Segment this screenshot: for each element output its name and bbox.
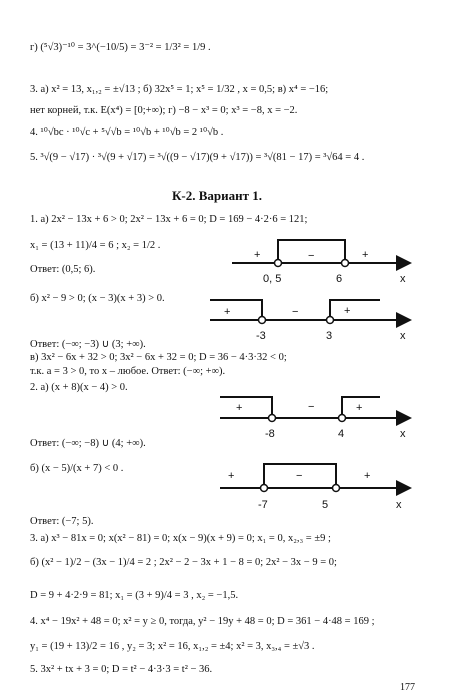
open-point	[259, 317, 266, 324]
text-line: 5. 3x² + tx + 3 = 0; D = t² − 4·3·3 = t² − 36.	[30, 664, 213, 675]
interval-sign: +	[228, 470, 235, 482]
page-number: 177	[400, 682, 415, 693]
interval-sign: +	[224, 306, 231, 318]
text-line: т.к. a = 3 > 0, то x – любое. Ответ: (−∞; +∞).	[30, 366, 226, 377]
interval-sign: −	[292, 306, 299, 318]
text-line: б) x² − 9 > 0; (x − 3)(x + 3) > 0.	[30, 293, 165, 304]
answer-line: Ответ: (−∞; −8) ∪ (4; +∞).	[30, 438, 146, 449]
interval-sign: +	[344, 305, 351, 317]
text-line: 5. ³√(9 − √17) · ³√(9 + √17) = ³√((9 − √17)(9 + √17)) = ³√(81 − 17) = ³√64 = 4 .	[30, 152, 365, 163]
axis-label: 0, 5	[263, 273, 282, 285]
text-line: нет корней, т.к. E(x⁴) = [0;+∞); г) −8 − x³ = 0; x³ = −8, x = −2.	[30, 105, 298, 116]
open-point	[275, 260, 282, 267]
text-line: 1. а) 2x² − 13x + 6 > 0; 2x² − 13x + 6 = 0; D = 169 − 4·2·6 = 121;	[30, 214, 308, 225]
interval-sign: +	[364, 470, 371, 482]
text-line: D = 9 + 4·2·9 = 81; x₁ = (3 + 9)/4 = 3 , x₂ = −1,5.	[30, 590, 239, 601]
open-point	[269, 415, 276, 422]
axis-label: x	[400, 428, 406, 440]
interval-sign: +	[362, 249, 369, 261]
number-line-4	[220, 464, 410, 492]
text-line: г) (⁵√3)⁻¹⁰ = 3^(−10/5) = 3⁻² = 1/3² = 1/9 .	[30, 42, 211, 53]
answer-line: Ответ: (−∞; −3) ∪ (3; +∞).	[30, 339, 146, 350]
text-line: в) 3x² − 6x + 32 > 0; 3x² − 6x + 32 = 0; D = 36 − 4·3·32 < 0;	[30, 352, 287, 363]
open-point	[327, 317, 334, 324]
interval-sign: +	[236, 402, 243, 414]
axis-label: -7	[258, 499, 268, 511]
number-line-3	[220, 397, 410, 422]
text-line: 4. x⁴ − 19x² + 48 = 0; x² = y ≥ 0, тогда, y² − 19y + 48 = 0; D = 361 − 4·48 = 169 ;	[30, 616, 375, 627]
interval-sign: +	[254, 249, 261, 261]
axis-label: x	[396, 499, 402, 511]
axis-label: -8	[265, 428, 275, 440]
axis-label: x	[400, 330, 406, 342]
number-line-2	[210, 300, 410, 324]
text-line: 3. а) x³ − 81x = 0; x(x² − 81) = 0; x(x − 9)(x + 9) = 0; x₁ = 0, x₂,₃ = ±9 ;	[30, 533, 331, 544]
text-line: 3. а) x² = 13, x₁,₂ = ±√13 ; б) 32x⁵ = 1; x⁵ = 1/32 , x = 0,5; в) x⁴ = −16;	[30, 84, 329, 95]
axis-label: 6	[336, 273, 343, 285]
axis-label: -3	[256, 330, 266, 342]
open-point	[339, 415, 346, 422]
open-point	[333, 485, 340, 492]
open-point	[261, 485, 268, 492]
interval-sign: −	[308, 250, 315, 262]
section-title: К-2. Вариант 1.	[172, 188, 263, 203]
interval-sign: −	[308, 401, 315, 413]
text-line: б) (x − 5)/(x + 7) < 0 .	[30, 463, 124, 474]
axis-label: x	[400, 273, 406, 285]
open-point	[342, 260, 349, 267]
text-line: y₁ = (19 + 13)/2 = 16 , y₂ = 3; x² = 16, x₁,₂ = ±4; x² = 3, x₃,₄ = ±√3 .	[30, 641, 315, 652]
axis-label: 4	[338, 428, 345, 440]
interval-sign: +	[356, 402, 363, 414]
interval-sign: −	[296, 470, 303, 482]
text-line: x₁ = (13 + 11)/4 = 6 ; x₂ = 1/2 .	[30, 240, 161, 251]
text-line: 4. ¹⁰√bc · ¹⁰√c + ⁵√√b = ¹⁰√b + ¹⁰√b = 2 ¹⁰√b .	[30, 127, 224, 138]
axis-label: 5	[322, 499, 329, 511]
axis-label: 3	[326, 330, 333, 342]
answer-line: Ответ: (−7; 5).	[30, 516, 94, 527]
text-line: 2. а) (x + 8)(x − 4) > 0.	[30, 382, 128, 393]
answer-line: Ответ: (0,5; 6).	[30, 264, 96, 275]
text-line: б) (x² − 1)/2 − (3x − 1)/4 = 2 ; 2x² − 2 − 3x + 1 − 8 = 0; 2x² − 3x − 9 = 0;	[30, 557, 337, 568]
